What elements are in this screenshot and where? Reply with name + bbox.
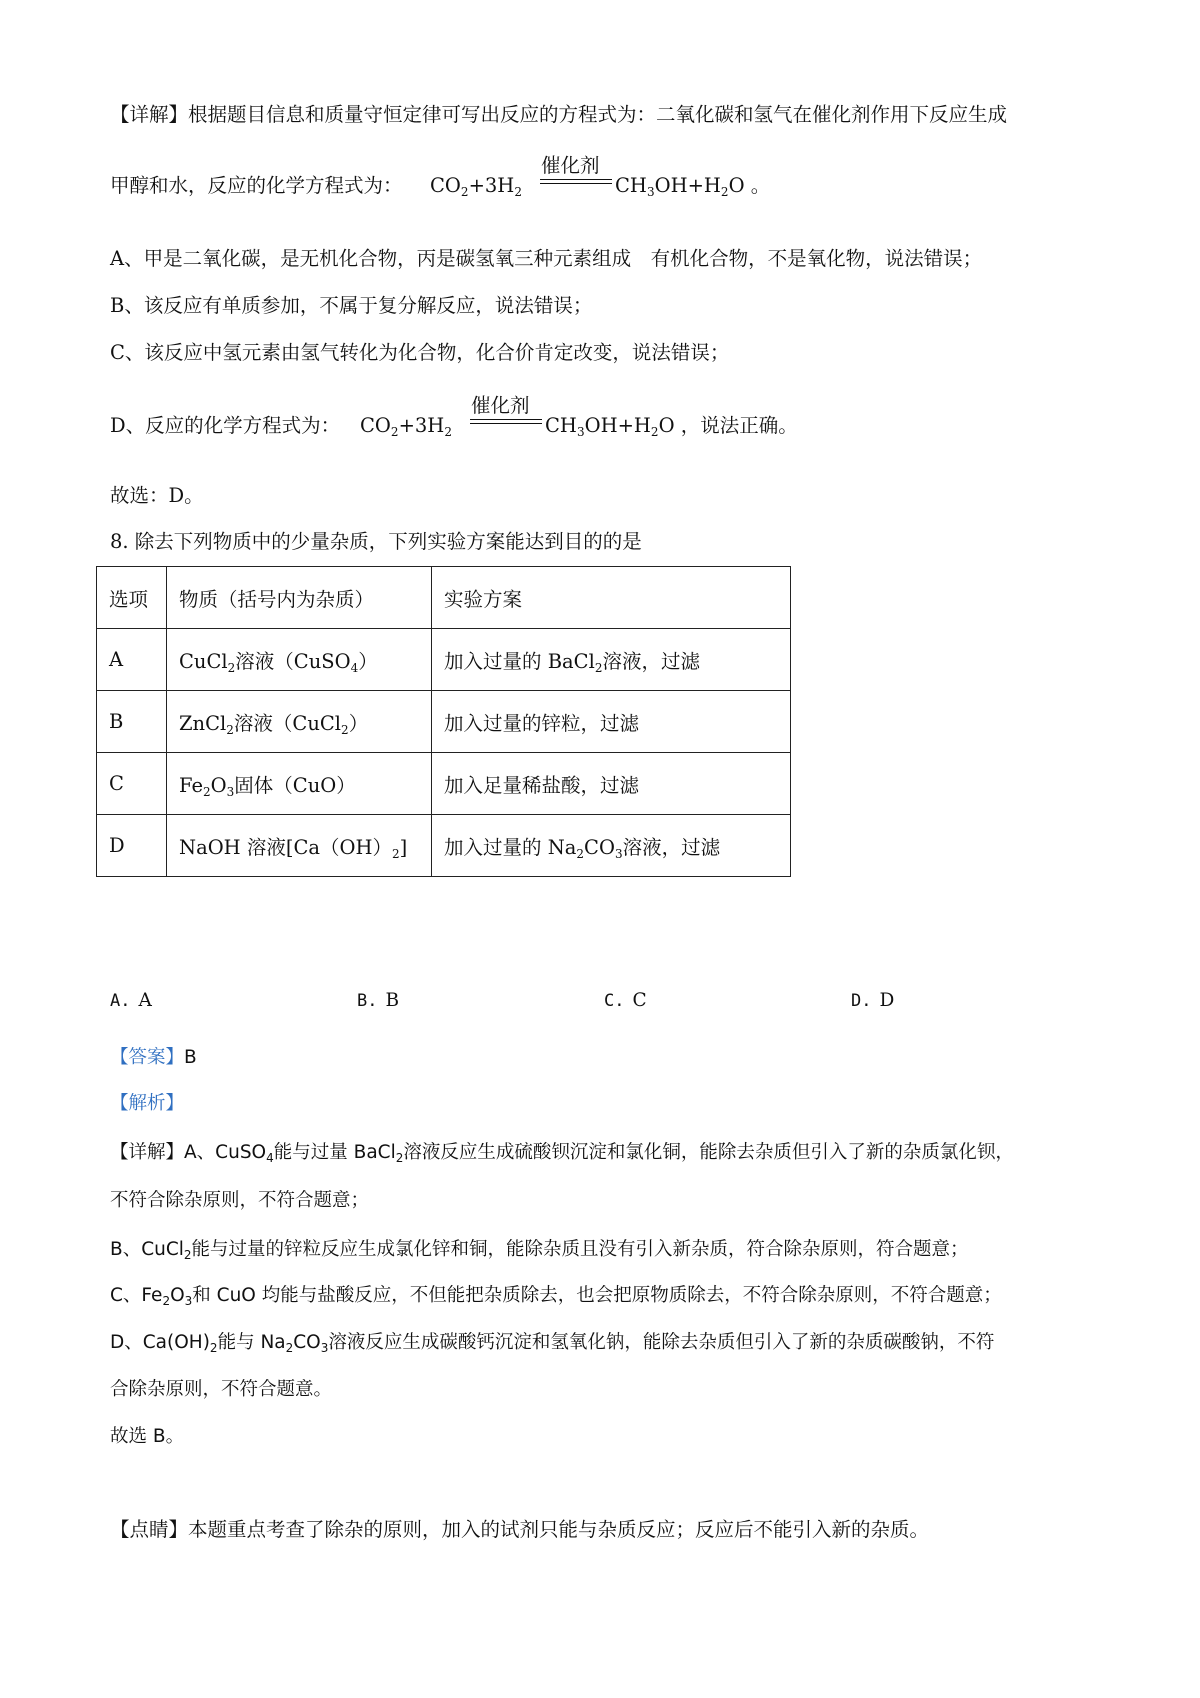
table-header: 物质（括号内为杂质） — [167, 567, 432, 629]
question-stem: 8. 除去下列物质中的少量杂质，下列实验方案能达到目的的是 — [110, 530, 642, 553]
analysis-line-5: D、$Ca(OH)_2$能与 $Na_2CO_3$溶液反应生成碳酸钙沉淀和氢氧化钠，能除去杂质但引入了新的杂质碳酸钠，不符 — [110, 1332, 995, 1355]
table-header-row — [97, 567, 791, 629]
table-cell: B — [97, 691, 167, 753]
table-cell: 加入过量的 $Na_2CO_3$溶液，过滤 — [432, 815, 791, 877]
table-header: 选项 — [97, 567, 167, 629]
analysis-line-3: B、CuCl$_2$能与过量的锌粒反应生成氯化锌和铜，能除杂质且没有引入新杂质，符合除杂原则，符合题意； — [110, 1239, 969, 1262]
option-b-explanation: B、该反应有单质参加，不属于复分解反应，说法错误； — [110, 294, 593, 317]
table-cell: A — [97, 629, 167, 691]
table-cell: 加入过量的 BaCl$_2$溶液，过滤 — [432, 629, 791, 691]
equation-bar — [470, 423, 542, 424]
equation-lhs: $CO_2+3H_2$ — [360, 414, 452, 439]
equation-line-1: 甲醇和水，反应的化学方程式为： — [110, 174, 403, 197]
table-cell: D — [97, 815, 167, 877]
answer-option-d: D. D — [851, 990, 895, 1011]
equation-lhs: $CO_2+3H_2$ — [430, 174, 522, 199]
equation-bar — [540, 179, 612, 180]
analysis-line-2: 不符合除杂原则，不符合题意； — [110, 1190, 370, 1211]
catalyst-label: 催化剂 — [541, 154, 600, 177]
analysis-line-6: 合除杂原则，不符合题意。 — [110, 1379, 333, 1400]
table-cell: C — [97, 753, 167, 815]
table-cell: $Fe_2O_3$固体（CuO） — [167, 753, 432, 815]
table-header: 实验方案 — [432, 567, 791, 629]
answer-tag: 【答案】 — [110, 1047, 185, 1068]
option-a-explanation: A、甲是二氧化碳，是无机化合物，丙是碳氢氧三种元素组成 有机化合物，不是氧化物，说法错误； — [110, 247, 983, 270]
option-d-explanation: D、反应的化学方程式为： — [110, 414, 341, 437]
table-cell: ZnCl$_2$溶液（CuCl$_2$） — [167, 691, 432, 753]
answer-option-c: C. C — [604, 990, 647, 1011]
options-table — [96, 566, 791, 877]
table-row — [97, 815, 791, 877]
analysis-tag: 【解析】 — [110, 1093, 185, 1114]
table-row — [97, 629, 791, 691]
catalyst-label: 催化剂 — [471, 394, 530, 417]
option-c-explanation: C、该反应中氢元素由氢气转化为化合物，化合价肯定改变，说法错误； — [110, 341, 730, 364]
tip-tag: 【点睛】 — [110, 1518, 189, 1541]
equation-rhs: $CH_3OH+H_2O$ ，说法正确。 — [545, 414, 798, 439]
tip-paragraph: 【点睛】本题重点考查了除杂的原则，加入的试剂只能与杂质反应；反应后不能引入新的杂质。 — [110, 1518, 930, 1541]
analysis-line-1: 【详解】A、CuSO$_4$能与过量 BaCl$_2$溶液反应生成硫酸钡沉淀和氯化铜，能除去杂质但引入了新的杂质氯化钡， — [110, 1142, 1014, 1165]
equation-bar — [540, 183, 612, 184]
table-cell: 加入足量稀盐酸，过滤 — [432, 753, 791, 815]
equation-rhs: $CH_3OH+H_2O$ 。 — [615, 174, 771, 199]
detail-tag: 【详解】 — [110, 103, 189, 126]
table-row — [97, 691, 791, 753]
analysis-line-4: C、$Fe_2O_3$和 CuO 均能与盐酸反应，不但能把杂质除去，也会把原物质除去，不符合除杂原则，不符合题意； — [110, 1285, 1002, 1308]
equation-bar — [470, 419, 542, 420]
choose-line: 故选：D。 — [110, 484, 204, 507]
detail-paragraph-1: 【详解】根据题目信息和质量守恒定律可写出反应的方程式为：二氧化碳和氢气在催化剂作用下反应生成 — [110, 103, 1008, 126]
answer-option-b: B. B — [357, 990, 400, 1011]
choose-line-2: 故选 B。 — [110, 1426, 185, 1447]
table-cell: NaOH 溶液$[Ca(OH)_2]$ — [167, 815, 432, 877]
table-cell: CuCl$_2$溶液（CuSO$_4$） — [167, 629, 432, 691]
answer-line: 【答案】B — [110, 1047, 197, 1068]
answer-option-a: A. A — [110, 990, 152, 1011]
table-row — [97, 753, 791, 815]
table-cell: 加入过量的锌粒，过滤 — [432, 691, 791, 753]
